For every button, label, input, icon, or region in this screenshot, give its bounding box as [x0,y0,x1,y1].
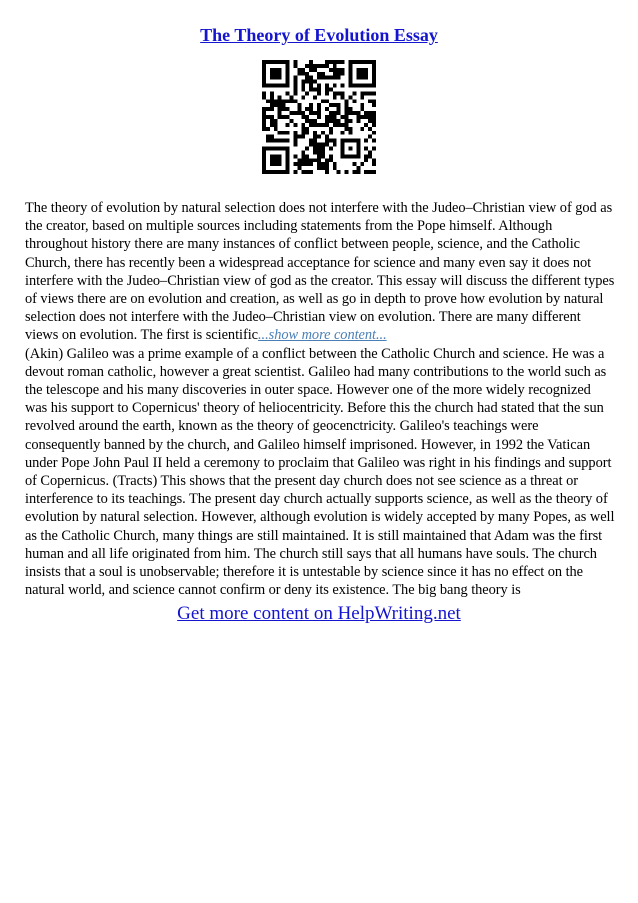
essay-paragraph-excerpt: (Akin) Galileo was a prime example of a conflict between the Catholic Church and science. He was a devout roman catholic, however a great scientist. Galileo had many contributions to the world such as the telescope and his many discoveries in outer space. However one of the more widely recognized was his support to Copernicus' theory of heliocentricity. Before this the church had stated that the sun revolved around the earth, known as the theory of geocenctricity. Galileo's teachings were consequently banned by the church, and Galileo himself imprisoned. However, in 1992 the Vatican under Pope John Paul II held a ceremony to proclaim that Galileo was right in his findings and support of Copernicus. (Tracts) This shows that the present day church does not see science as a threat or interference to its teachings. The present day church actually supports science, as well as the theory of evolution by natural selection. However, although evolution is widely accepted by many Popes, as well as the Catholic Church, many things are still maintained. It is still maintained that Adam was the first human and all life originated from him. The church still says that all humans have souls. The church insists that a soul is unobservable; therefore it is untestable by science since it has no effect on the natural world, and science cannot confirm or deny its existence. The big bang theory is [25,345,615,599]
qr-code-icon [262,60,376,174]
essay-body [25,199,615,599]
show-more-link[interactable]: ...show more content... [258,327,387,344]
essay-paragraph-intro-text: The theory of evolution by natural selection does not interfere with the Judeo–Christian view of god as the creator, based on multiple sources including statements from the Pope himself. Although throughout history there are many instances of conflict between people, science, and the Catholic Church, there has recently been a widespread acceptance for science and many even say it does not interfere with the Judeo–Christian view of god as the creator. This essay will discuss the different types of views there are on evolution and creation, as well as go in depth to prove how evolution by natural selection does not interfere with the Judeo–Christian view on evolution. There are many different views on evolution. The first is scientific [25,200,615,344]
page-title[interactable]: The Theory of Evolution Essay [200,25,438,45]
get-more-content-link[interactable]: Get more content on HelpWriting.net [177,603,461,624]
essay-paragraph-intro [25,199,615,345]
